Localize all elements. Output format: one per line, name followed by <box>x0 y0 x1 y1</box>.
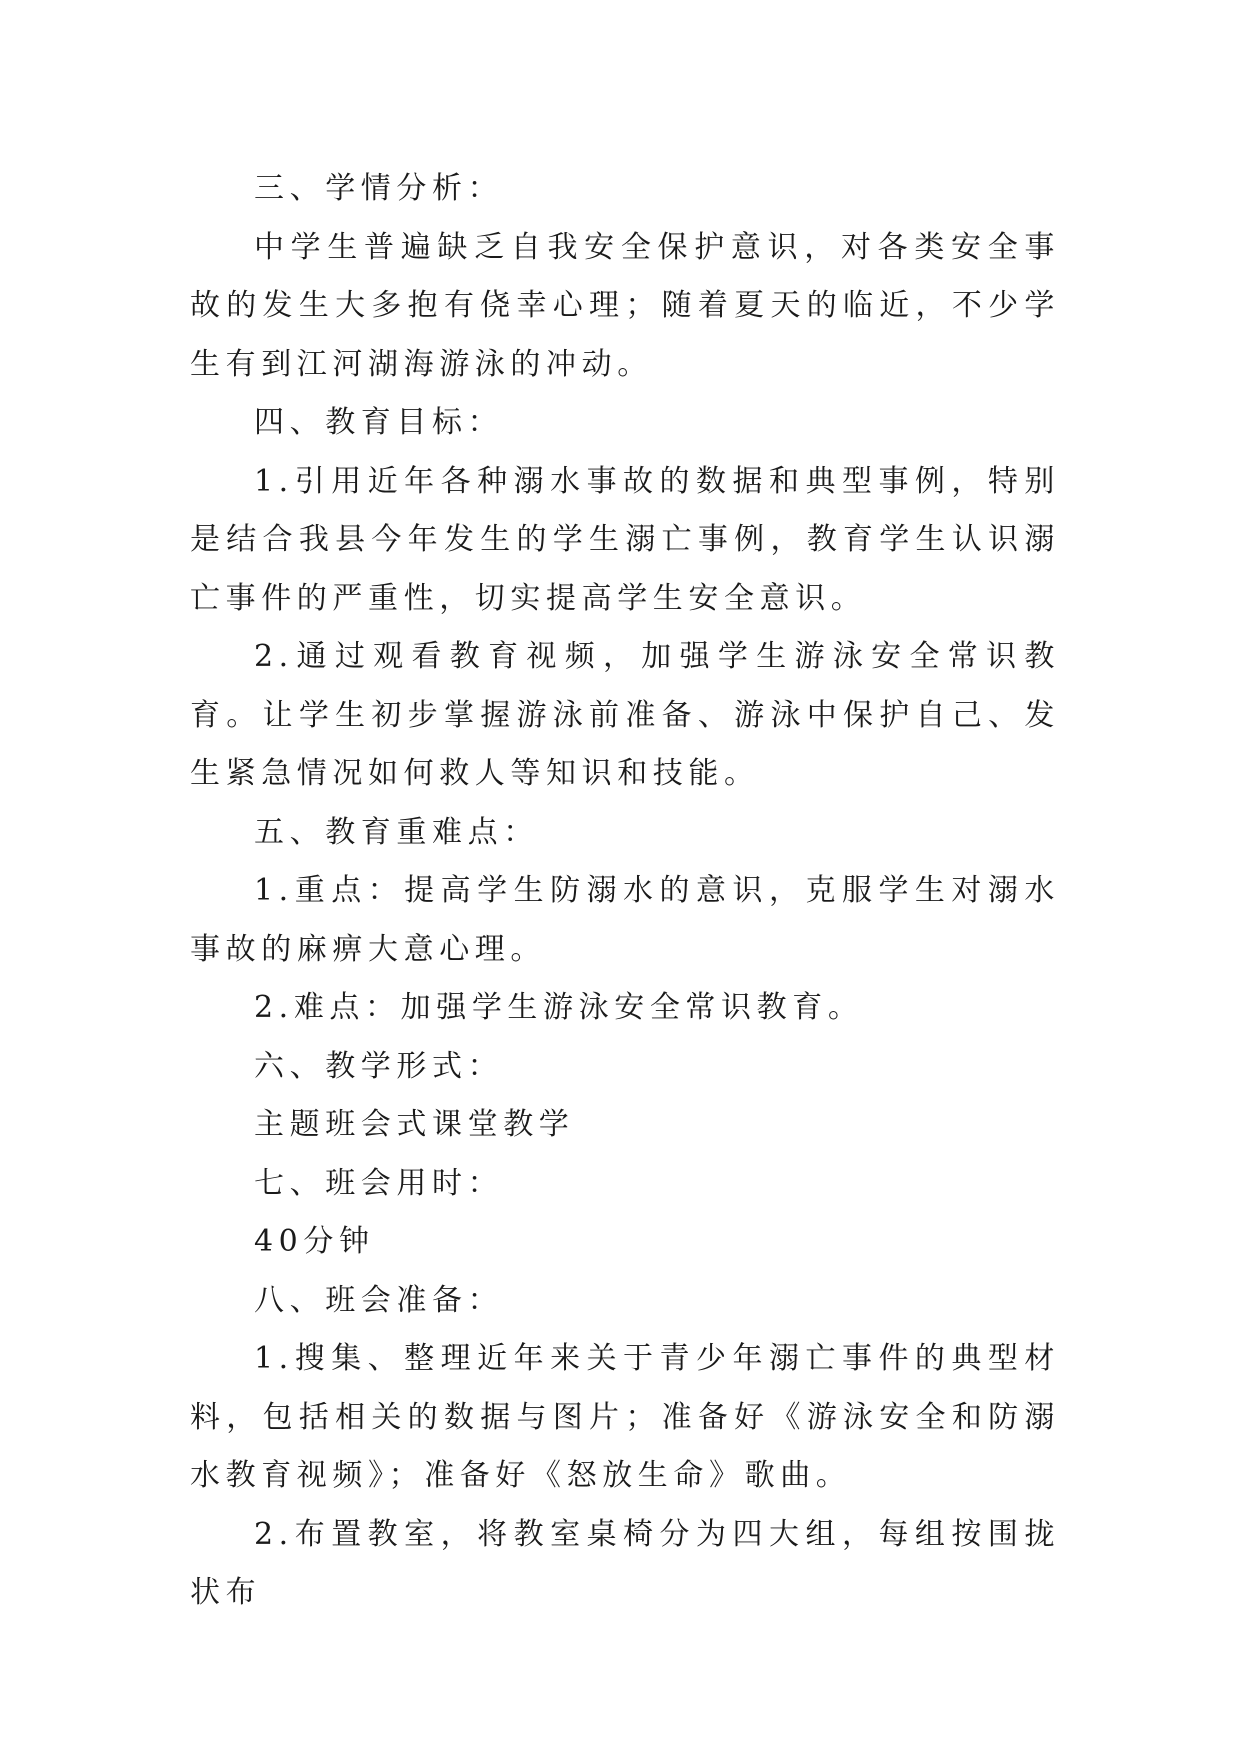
section-heading-5: 五、教育重难点： <box>254 814 539 850</box>
paragraph-teaching-form: 主题班会式课堂教学 <box>254 1107 575 1142</box>
paragraph-goal-1: 1.引用近年各种溺水事故的数据和典型事例，特别是结合我县今年发生的学生溺亡事例，教育学生认识溺亡事件的严重性，切实提高学生安全意识。 <box>190 463 1060 616</box>
section-heading-4: 四、教育目标： <box>254 405 504 440</box>
paragraph-student-analysis: 中学生普遍缺乏自我安全保护意识，对各类安全事故的发生大多抱有侥幸心理；随着夏天的临近，不少学生有到江河湖海游泳的冲动。 <box>190 229 1060 382</box>
paragraph-difficult-point: 2.难点：加强学生游泳安全常识教育。 <box>254 990 864 1025</box>
paragraph-prep-1: 1.搜集、整理近年来关于青少年溺亡事件的典型材料，包括相关的数据与图片；准备好《游泳安全和防溺水教育视频》；准备好《怒放生命》歌曲。 <box>190 1341 1060 1493</box>
section-heading-8: 八、班会准备： <box>254 1282 504 1318</box>
paragraph-prep-2: 2.布置教室，将教室桌椅分为四大组，每组按围拢状布 <box>190 1516 1060 1610</box>
paragraph-key-point: 1.重点：提高学生防溺水的意识，克服学生对溺水事故的麻痹大意心理。 <box>190 873 1060 967</box>
document-body <box>190 160 1060 1623</box>
section-heading-7: 七、班会用时： <box>254 1165 504 1201</box>
paragraph-duration: 40分钟 <box>254 1224 375 1259</box>
section-heading-6: 六、教学形式： <box>254 1048 504 1084</box>
section-heading-3: 三、学情分析： <box>254 171 504 206</box>
paragraph-goal-2: 2.通过观看教育视频，加强学生游泳安全常识教育。让学生初步掌握游泳前准备、游泳中保护自己、发生紧急情况如何救人等知识和技能。 <box>190 639 1060 791</box>
